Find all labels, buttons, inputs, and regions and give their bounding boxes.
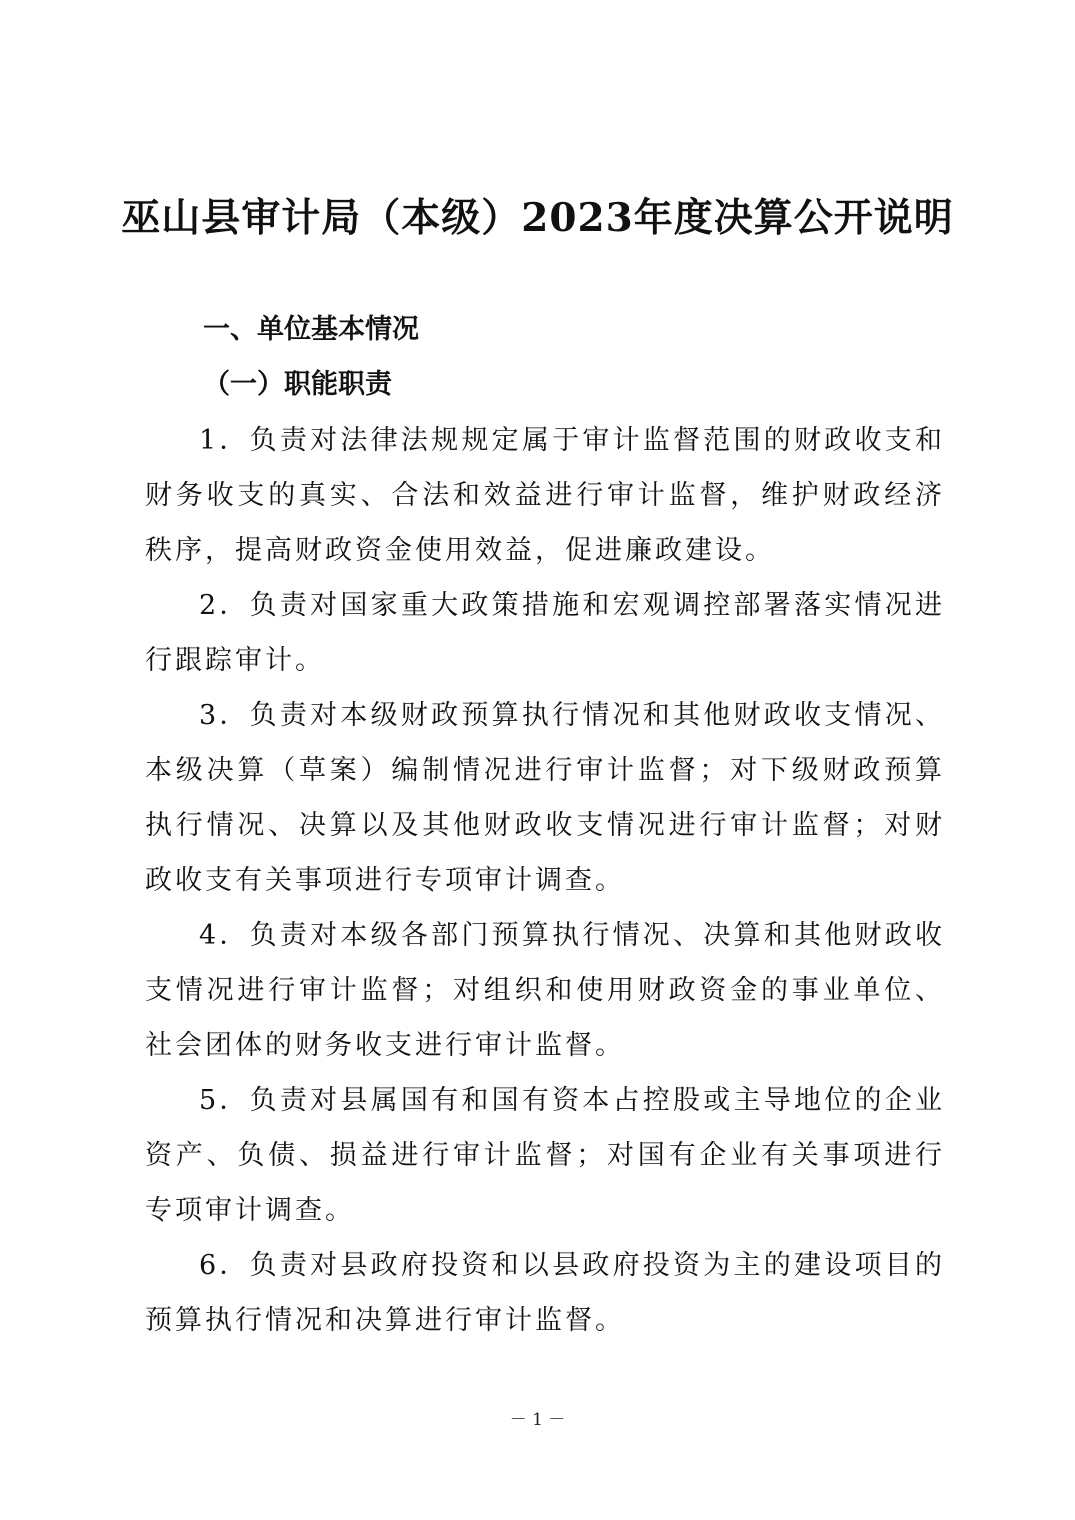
paragraph-duty-2: 2．负责对国家重大政策措施和宏观调控部署落实情况进行跟踪审计。 [145, 590, 945, 676]
body-text [145, 413, 945, 1348]
paragraph-duty-5: 5．负责对县属国有和国有资本占控股或主导地位的企业资产、负债、损益进行审计监督；对国有企业有关事项进行专项审计调查。 [145, 1085, 945, 1226]
paragraph-duty-6: 6．负责对县政府投资和以县政府投资为主的建设项目的预算执行情况和决算进行审计监督。 [145, 1250, 945, 1336]
document-title: 巫山县审计局（本级）2023年度决算公开说明 [121, 195, 954, 241]
sub-heading: （一）职能职责 [203, 369, 392, 400]
paragraph-duty-4: 4．负责对本级各部门预算执行情况、决算和其他财政收支情况进行审计监督；对组织和使用财政资金的事业单位、社会团体的财务收支进行审计监督。 [145, 920, 945, 1061]
page-number: － 1 － [509, 1410, 566, 1430]
paragraph-duty-3: 3．负责对本级财政预算执行情况和其他财政收支情况、本级决算（草案）编制情况进行审计监督；对下级财政预算执行情况、决算以及其他财政收支情况进行审计监督；对财政收支有关事项进行专项审计调查。 [145, 700, 945, 896]
paragraph-duty-1: 1．负责对法律法规规定属于审计监督范围的财政收支和财务收支的真实、合法和效益进行审计监督，维护财政经济秩序，提高财政资金使用效益，促进廉政建设。 [145, 425, 945, 566]
section-heading: 一、单位基本情况 [203, 314, 419, 345]
